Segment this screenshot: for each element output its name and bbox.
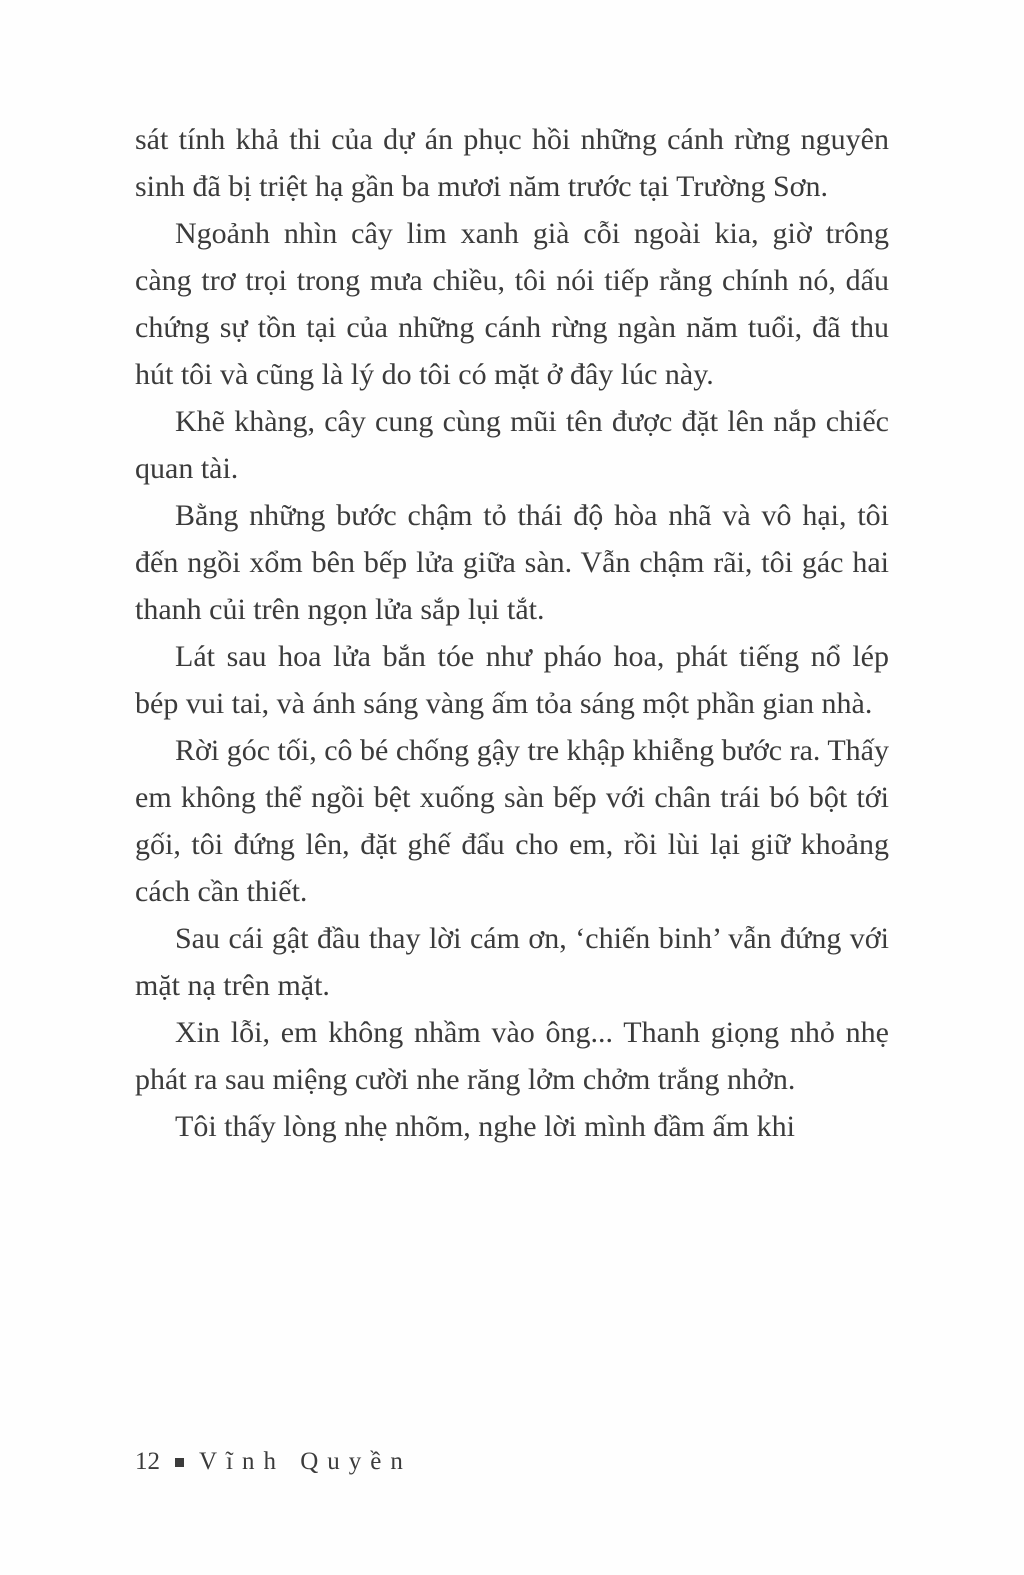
paragraph: Bằng những bước chậm tỏ thái độ hòa nhã và vô hại, tôi đến ngồi xổm bên bếp lửa giữa sàn. Vẫn chậm rãi, tôi gác hai thanh củi trên ngọn lửa sắp lụi tắt.	[135, 499, 889, 626]
paragraph: Ngoảnh nhìn cây lim xanh già cỗi ngoài kia, giờ trông càng trơ trọi trong mưa chiều, tôi nói tiếp rằng chính nó, dấu chứng sự tồn tại của những cánh rừng ngàn năm tuổi, đã thu hút tôi và cũng là lý do tôi có mặt ở đây lúc này.	[135, 217, 889, 391]
author-name: Vĩnh Quyền	[199, 1448, 412, 1475]
page-number: 12	[135, 1448, 160, 1475]
paragraph: Khẽ khàng, cây cung cùng mũi tên được đặt lên nắp chiếc quan tài.	[135, 405, 889, 485]
paragraph: sát tính khả thi của dự án phục hồi những cánh rừng nguyên sinh đã bị triệt hạ gần ba mươi năm trước tại Trường Sơn.	[135, 123, 889, 203]
footer-separator-icon	[175, 1458, 184, 1467]
page-footer	[135, 1448, 412, 1476]
paragraph: Sau cái gật đầu thay lời cám ơn, ‘chiến binh’ vẫn đứng với mặt nạ trên mặt.	[135, 922, 889, 1002]
paragraph: Rời góc tối, cô bé chống gậy tre khập khiễng bước ra. Thấy em không thể ngồi bệt xuống sàn bếp với chân trái bó bột tới gối, tôi đứng lên, đặt ghế đẩu cho em, rồi lùi lại giữ khoảng cách cần thiết.	[135, 734, 889, 908]
text-block	[135, 116, 889, 1150]
paragraph: Xin lỗi, em không nhầm vào ông... Thanh giọng nhỏ nhẹ phát ra sau miệng cười nhe răng lởm chởm trắng nhởn.	[135, 1016, 889, 1096]
paragraph: Lát sau hoa lửa bắn tóe như pháo hoa, phát tiếng nổ lép bép vui tai, và ánh sáng vàng ấm tỏa sáng một phần gian nhà.	[135, 640, 889, 720]
paragraph: Tôi thấy lòng nhẹ nhõm, nghe lời mình đầm ấm khi	[175, 1110, 795, 1143]
